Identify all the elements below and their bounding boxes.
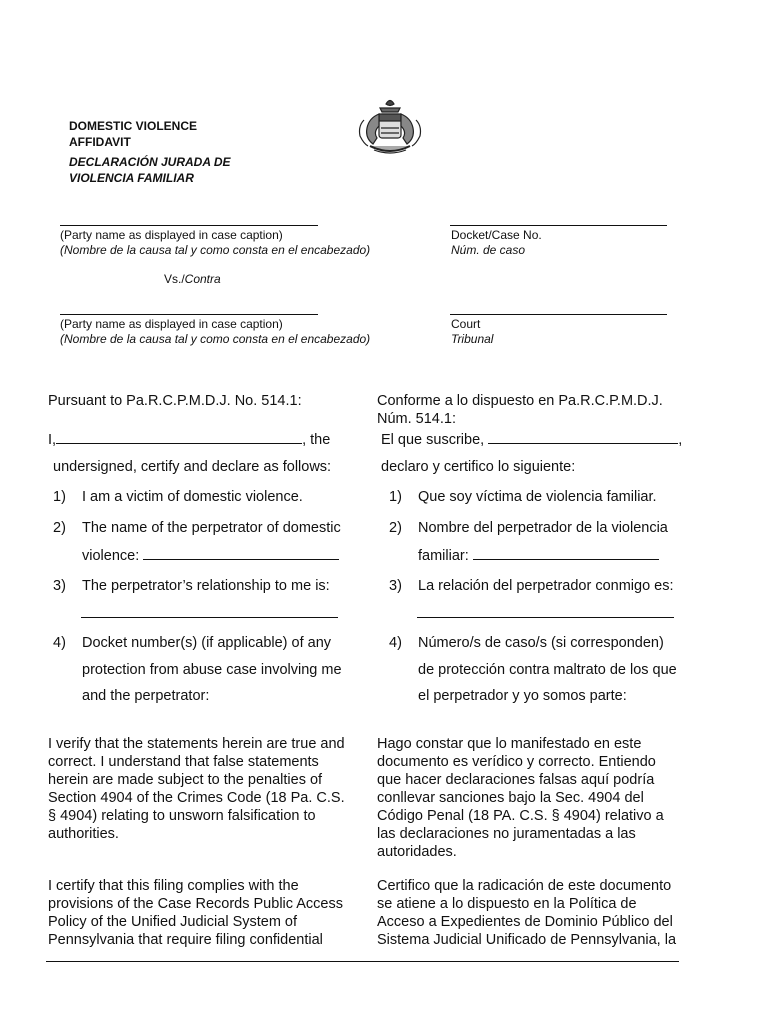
conforme-line-2: Núm. 514.1: [377, 411, 456, 427]
certifico-line: se atiene a lo dispuesto en la Política de [377, 896, 637, 912]
certify-line: Pennsylvania that require filing confidential [48, 932, 323, 948]
item-number-1: 1) [53, 489, 66, 505]
relacion-blank[interactable] [417, 617, 674, 618]
certify-line: provisions of the Case Records Public Access [48, 896, 343, 912]
item-2-text-es: Nombre del perpetrador de la violencia [418, 520, 668, 536]
item-4-text-3: and the perpetrator: [82, 688, 210, 704]
verify-line: § 4904) relating to unsworn falsification to [48, 808, 316, 824]
title-es-line-2: VIOLENCIA FAMILIAR [69, 171, 194, 185]
undersigned-text: undersigned, certify and declare as follows: [53, 459, 332, 475]
i-suffix: , the [302, 432, 331, 448]
versus-label [164, 272, 221, 287]
docket-number-line[interactable] [450, 225, 667, 226]
item-number-2: 2) [53, 520, 66, 536]
perpetrador-name-blank[interactable] [473, 547, 659, 560]
court-label-es: Tribunal [451, 332, 494, 346]
verify-line: authorities. [48, 826, 119, 842]
item-3-text-es: La relación del perpetrador conmigo es: [418, 578, 674, 594]
item-2-label: violence: [82, 548, 140, 564]
declaro-text: declaro y certifico lo siguiente: [381, 459, 576, 475]
hago-line: conllevar sanciones bajo la Sec. 4904 del [377, 790, 644, 806]
versus-es: Contra [184, 272, 221, 286]
el-que-suscribe: El que suscribe, [381, 432, 485, 448]
certify-paragraph [48, 877, 343, 949]
party-name-line-1[interactable] [60, 225, 318, 226]
bottom-divider [46, 961, 679, 962]
court-label-en: Court [451, 317, 481, 331]
suscribe-suffix: , [678, 432, 683, 448]
hago-line: Código Penal (18 PA. C.S. § 4904) relativo a [377, 808, 664, 824]
title-spanish [69, 154, 231, 186]
verify-line: Section 4904 of the Crimes Code (18 Pa. C.S. [48, 790, 345, 806]
declarant-name-row [48, 431, 330, 449]
item-2-label-es: familiar: [418, 548, 469, 564]
conforme-line-1: Conforme a lo dispuesto en Pa.R.C.P.M.D.J. [377, 393, 663, 409]
item-4-text-3-es: el perpetrador y yo somos parte: [418, 688, 627, 704]
perpetrator-name-blank[interactable] [143, 547, 339, 560]
title-en-line-1: DOMESTIC VIOLENCE [69, 119, 198, 133]
item-number-2-es: 2) [389, 520, 402, 536]
docket-label-en: Docket/Case No. [451, 228, 542, 242]
coat-of-arms-seal [350, 96, 430, 158]
party-name-line-2[interactable] [60, 314, 318, 315]
hago-line: autoridades. [377, 844, 457, 860]
hago-line: documento es verídico y correcto. Entiendo [377, 754, 656, 770]
verify-line: I verify that the statements herein are true and [48, 736, 345, 752]
versus-en: Vs./ [164, 272, 185, 286]
conforme-text [377, 392, 663, 428]
hago-line: que hacer declaraciones falsas aquí podría [377, 772, 655, 788]
certify-line: Policy of the Unified Judicial System of [48, 914, 298, 930]
title-en-line-2: AFFIDAVIT [69, 135, 131, 149]
item-number-3: 3) [53, 578, 66, 594]
relationship-blank[interactable] [81, 617, 338, 618]
item-4-text-2-es: de protección contra maltrato de los que [418, 662, 677, 678]
docket-label-es: Núm. de caso [451, 243, 526, 257]
party-label-es-2: (Nombre de la causa tal y como consta en el encabezado) [60, 332, 371, 346]
item-number-3-es: 3) [389, 578, 402, 594]
certifico-line: Certifico que la radicación de este documento [377, 878, 672, 894]
suscribe-row [381, 431, 682, 449]
item-3-text: The perpetrator’s relationship to me is: [82, 578, 330, 594]
hago-line: las declaraciones no juramentadas a las [377, 826, 636, 842]
verify-line: correct. I understand that false statements [48, 754, 319, 770]
item-4-text-1-es: Número/s de caso/s (si corresponden) [418, 635, 664, 651]
item-4-text-1: Docket number(s) (if applicable) of any [82, 635, 332, 651]
party-label-es-1: (Nombre de la causa tal y como consta en el encabezado) [60, 243, 371, 257]
court-line[interactable] [450, 314, 667, 315]
party-label-en-1: (Party name as displayed in case caption) [60, 228, 283, 242]
verify-line: herein are made subject to the penalties of [48, 772, 323, 788]
title-english [69, 118, 197, 150]
suscribe-name-blank[interactable] [488, 431, 678, 444]
item-1-text-es: Que soy víctima de violencia familiar. [418, 489, 657, 505]
title-es-line-1: DECLARACIÓN JURADA DE [69, 155, 231, 169]
hago-line: Hago constar que lo manifestado en este [377, 736, 642, 752]
declarant-name-blank[interactable] [56, 431, 302, 444]
verify-paragraph [48, 735, 345, 843]
item-4-text-2: protection from abuse case involving me [82, 662, 342, 678]
i-prefix: I, [48, 432, 57, 448]
item-2-text: The name of the perpetrator of domestic [82, 520, 341, 536]
certify-line: I certify that this filing complies with the [48, 878, 299, 894]
item-number-1-es: 1) [389, 489, 402, 505]
perpetrator-name-row [82, 547, 339, 564]
certifico-paragraph [377, 877, 676, 949]
perpetrador-name-row [418, 547, 659, 564]
certifico-line: Sistema Judicial Unificado de Pennsylvania, la [377, 932, 677, 948]
hago-constar-paragraph [377, 735, 664, 861]
item-1-text: I am a victim of domestic violence. [82, 489, 303, 505]
item-number-4-es: 4) [389, 635, 402, 651]
party-label-en-2: (Party name as displayed in case caption) [60, 317, 283, 331]
item-number-4: 4) [53, 635, 66, 651]
certifico-line: Acceso a Expedientes de Dominio Público del [377, 914, 673, 930]
pursuant-text: Pursuant to Pa.R.C.P.M.D.J. No. 514.1: [48, 393, 302, 409]
